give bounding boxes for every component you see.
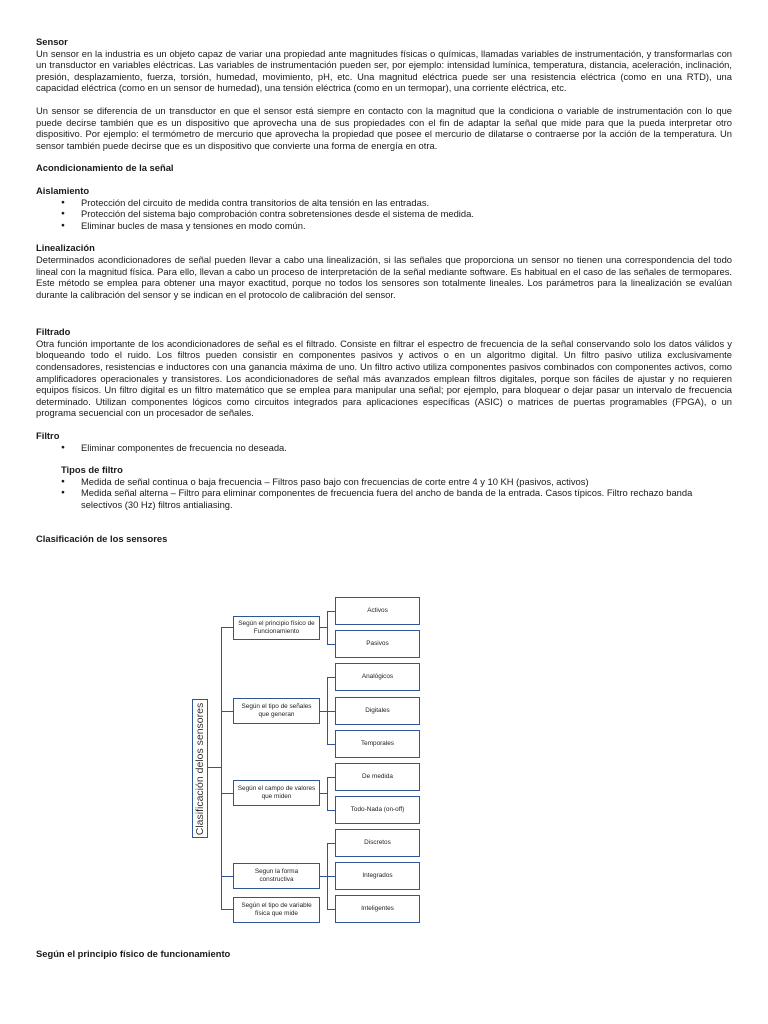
leaf-digitales xyxy=(335,697,420,725)
filtro-heading: Filtro xyxy=(36,430,60,442)
leaf-label: Pasivos xyxy=(366,640,389,648)
leaf-label: Digitales xyxy=(365,707,390,715)
category-label: Según el principio físico de Funcionamiento xyxy=(238,620,315,635)
connector-line xyxy=(327,677,335,678)
connector-line xyxy=(327,777,328,810)
leaf-label: Activos xyxy=(367,607,388,615)
category-forma-constructiva xyxy=(233,863,320,889)
leaf-label: Discretos xyxy=(364,839,391,847)
connector-line xyxy=(320,793,327,794)
sensor-paragraph-1: Un sensor en la industria es un objeto capaz de variar una propiedad ante magnitudes físicas o químicas, llamadas variables de instrumentación, y transformarlas con un transductor en variables eléctricas. Las variables de instrumentación pueden ser, por ejemplo: intensidad lumínica, temperatura, distancia, aceleración, inclinación, presión, desplazamiento, fuerza, torsión, humedad, movimiento, pH, etc. Una magnitud eléctrica puede ser una resistencia eléctrica (como en una RTD), una capacidad eléctrica (como en un sensor de humedad), una tensión eléctrica (como en un termopar), una corriente eléctrica, etc. xyxy=(36,47,732,94)
list-item: ● Eliminar bucles de masa y tensiones en modo común. xyxy=(36,220,732,232)
category-label: Según el tipo de señales que generan xyxy=(241,703,312,718)
leaf-pasivos xyxy=(335,630,420,658)
category-tipo-senales xyxy=(233,698,320,724)
list-item: ● Protección del sistema bajo comprobación contra sobretensiones desde el sistema de medida. xyxy=(36,208,732,220)
connector-line xyxy=(320,711,327,712)
document-body xyxy=(36,36,732,544)
connector-line xyxy=(327,777,335,778)
leaf-integrados xyxy=(335,862,420,890)
footer-heading: Según el principio físico de funcionamiento xyxy=(36,948,231,960)
list-item: ● Medida señal alterna – Filtro para eliminar componentes de frecuencia fuera del ancho de banda de la entrada. Casos típicos. Filtro rechazo banda selectivos (30 Hz) filtros antialiasing. xyxy=(36,487,732,510)
connector-line xyxy=(221,876,233,877)
filtro-list xyxy=(36,442,732,454)
leaf-label: De medida xyxy=(362,773,393,781)
connector-line xyxy=(327,644,335,645)
leaf-analogicos xyxy=(335,663,420,691)
category-label: Según el tipo de variable física que mide xyxy=(241,902,312,917)
leaf-label: Analógicos xyxy=(361,673,394,681)
linealizacion-paragraph: Determinados acondicionadores de señal pueden llevar a cabo una linealización, si las señales que proporciona un sensor no tienen una correspondencia del todo lineal con la magnitud física. Para ello, llevan a cabo un proceso de interpretación de la señal mediante software. Es habitual en el caso de las señales de termopares. Este método se emplea para obtener una mayor exactitud, porque no todos los sensores son totalmente lineales. Los parámetros para la linealización se evalúan durante la calibración del sensor y se indican en el protocolo de calibración del sensor. xyxy=(36,253,732,300)
connector-line xyxy=(327,843,328,910)
connector-line xyxy=(320,876,327,877)
connector-line xyxy=(327,711,335,712)
connector-line xyxy=(221,711,233,712)
tipos-filtro-heading: Tipos de filtro xyxy=(61,464,123,476)
category-tipo-variable xyxy=(233,897,320,923)
clasificacion-heading: Clasificación de los sensores xyxy=(36,532,168,544)
leaf-discretos xyxy=(335,829,420,857)
leaf-de-medida xyxy=(335,763,420,791)
diagram-root-label: Clasificación delos sensores xyxy=(194,702,206,835)
list-item: ● Medida de señal continua o baja frecuencia – Filtros paso bajo con frecuencias de corte entre 4 y 10 KH (pasivos, activos) xyxy=(36,476,732,488)
connector-line xyxy=(320,627,327,628)
aislamiento-heading: Aislamiento xyxy=(36,184,90,196)
sensor-heading: Sensor xyxy=(36,36,68,47)
leaf-label: Temporales xyxy=(360,740,395,748)
linealizacion-heading: Linealización xyxy=(36,242,95,254)
connector-line xyxy=(327,843,335,844)
connector-line xyxy=(221,627,222,910)
leaf-activos xyxy=(335,597,420,625)
category-campo-valores xyxy=(233,780,320,806)
diagram-root-box xyxy=(192,699,208,838)
list-item: ● Protección del circuito de medida contra transitorios de alta tensión en las entradas. xyxy=(36,197,732,209)
sensor-paragraph-2: Un sensor se diferencia de un transductor en que el sensor está siempre en contacto con la magnitud que la condiciona o variable de instrumentación con lo que puede decirse también que es un dispositivo que aprovecha una de sus propiedades con el fin de adaptar la señal que mide para que la pueda interpretar otro dispositivo. Por ejemplo: el termómetro de mercurio que aprovecha la propiedad que posee el mercurio de dilatarse o contraerse por la acción de la temperatura. Un sensor también puede decirse que es un dispositivo que convierte una forma de energía en otra. xyxy=(36,104,732,151)
category-label: Segun la forma constructiva xyxy=(254,868,299,883)
connector-line xyxy=(221,909,233,910)
connector-line xyxy=(327,909,335,910)
connector-line xyxy=(327,810,335,811)
leaf-label: Inteligentes xyxy=(361,905,394,913)
aislamiento-list xyxy=(36,197,732,232)
connector-line xyxy=(221,627,233,628)
acondicionamiento-heading: Acondicionamiento de la señal xyxy=(36,162,174,174)
connector-line xyxy=(221,793,233,794)
tipos-filtro-list xyxy=(36,476,732,511)
connector-line xyxy=(327,744,335,745)
filtrado-paragraph: Otra función importante de los acondicionadores de señal es el filtrado. Consiste en filtrar el espectro de frecuencia de la señal conservando solo los datos válidos y bloqueando todo el ruido. Los filtros pueden consistir en componentes pasivos y activos o en un algoritmo digital. Un filtro pasivo utiliza exclusivamente condensadores, resistencias e inductores con una ganancia máxima de uno. Un filtro activo utiliza componentes pasivos combinados con componentes activos, como amplificadores operacionales y transistores. Los acondicionadores de señal más avanzados emplean filtros digitales, porque son fáciles de ajustar y no requieren equipos físicos. Un filtro digital es un filtro matemático que se emplea para manipular una señal; por ejemplo, para bloquear o dejar pasar un intervalo de frecuencia determinado. Utilizan componentes lógicos como circuitos integrados para aplicaciones específicas (ASIC) o matrices de puertas programables (FPGA), o un programa secuencial con un procesador de señales. xyxy=(36,337,732,419)
leaf-todo-nada xyxy=(335,796,420,824)
leaf-inteligentes xyxy=(335,895,420,923)
connector-line xyxy=(327,677,328,744)
category-principio-fisico xyxy=(233,616,320,640)
connector-line xyxy=(327,611,335,612)
list-item: ● Eliminar componentes de frecuencia no deseada. xyxy=(36,442,732,454)
connector-line xyxy=(327,611,328,644)
leaf-label: Todo-Nada (on-off) xyxy=(350,806,405,814)
connector-line xyxy=(207,767,221,768)
leaf-label: Integrados xyxy=(362,872,393,880)
connector-line xyxy=(327,876,335,877)
filtrado-heading: Filtrado xyxy=(36,326,71,338)
category-label: Según el campo de valores que miden xyxy=(237,785,316,800)
leaf-temporales xyxy=(335,730,420,758)
